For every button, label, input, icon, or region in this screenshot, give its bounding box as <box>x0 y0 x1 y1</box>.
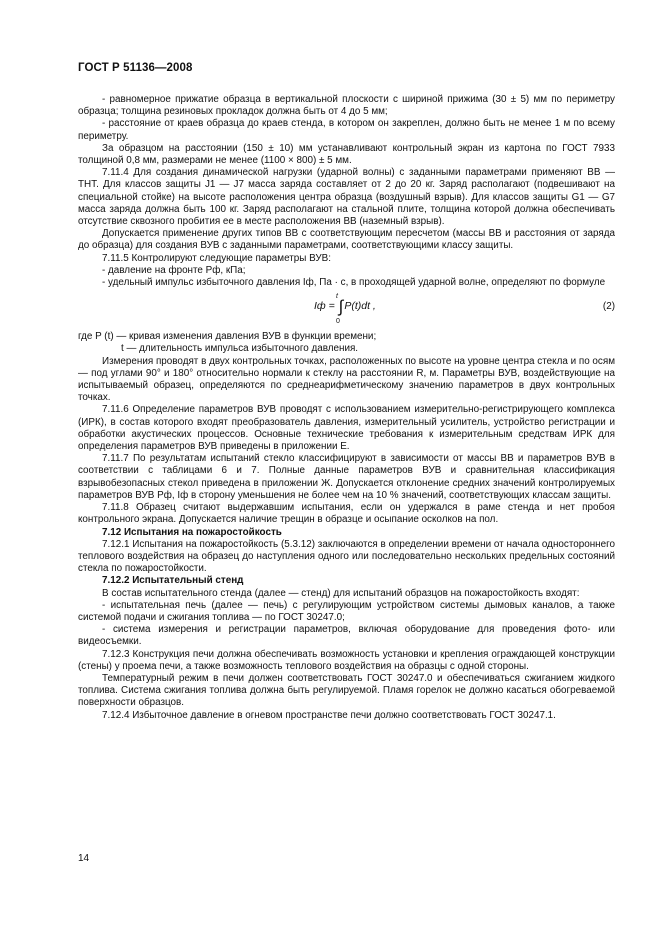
paragraph: 7.12.1 Испытания на пожаростойкость (5.3.12) заключаются в определении времени от начала одностороннего теплового воздействия на образец до наступления одного или последовательно нескольких предельных состояний стекла по пожаростойкости. <box>78 538 615 575</box>
paragraph: - удельный импульс избыточного давления Iф, Па · с, в проходящей ударной волне, определяют по формуле <box>102 277 606 289</box>
paragraph: где P (t) — кривая изменения давления ВУВ в функции времени; <box>78 331 377 343</box>
formula-rhs: P(t)dt , <box>344 300 376 313</box>
paragraph: В состав испытательного стенда (далее — стенд) для испытаний образцов на пожаростойкость входят: <box>102 587 580 599</box>
paragraph: Допускается применение других типов ВВ с соответствующим пересчетом (массы ВВ и расстояния от заряда до образца) для создания ВУВ с заданными параметрами, соответствующими классу защиты. <box>78 228 615 252</box>
page-number: 14 <box>78 853 90 864</box>
integral-lower-limit: 0 <box>336 318 340 326</box>
formula-expression <box>314 297 376 317</box>
document-body <box>78 94 615 722</box>
integral-upper-limit: t <box>336 293 338 301</box>
paragraph: - система измерения и регистрации параметров, включая оборудование для проведения фото- или видеосъемки. <box>78 624 615 648</box>
paragraph: 7.11.8 Образец считают выдержавшим испытания, если он удержался в раме стенда и нет пробоя контрольного экрана. Допускается наличие трещин в образце и осыпание осколков на пол. <box>78 502 615 526</box>
subsection-heading: 7.12.2 Испытательный стенд <box>102 575 244 587</box>
formula-2 <box>78 291 615 327</box>
paragraph: 7.12.4 Избыточное давление в огневом пространстве печи должно соответствовать ГОСТ 30247.1. <box>102 709 556 721</box>
paragraph: Измерения проводят в двух контрольных точках, расположенных по высоте на уровне центра стекла и по осям — под углами 90° и 180° относительно нормали к стеклу на расстоянии R, м. Параметры ВУВ, воздействующие на испытываемый образец, определяются по среднеарифметическому значению параметров в двух контрольных точках. <box>78 355 615 404</box>
integral-sign: ∫ <box>338 297 344 317</box>
formula-number: (2) <box>602 301 615 313</box>
paragraph: - равномерное прижатие образца в вертикальной плоскости с шириной прижима (30 ± 5) мм по периметру образца; толщина резиновых прокладок должна быть от 4 до 5 мм; <box>78 94 615 118</box>
paragraph: 7.11.6 Определение параметров ВУВ проводят с использованием измерительно-регистрирующего комплекса (ИРК), в состав которого входят преобразователь давления, измерительный усилитель, устройство регистрации и обработки акустических процессов. Основные технические требования к измерительным средствам ИРК для определения параметров ВУВ приведены в приложении Е. <box>78 404 615 453</box>
paragraph: t — длительность импульса избыточного давления. <box>121 343 359 355</box>
section-heading: 7.12 Испытания на пожаростойкость <box>102 526 282 538</box>
paragraph: 7.11.7 По результатам испытаний стекло классифицируют в зависимости от массы ВВ и параметров ВУВ в соответствии с таблицами 6 и 7. Полные данные параметров ВУВ и сравнительная классификация взрывобезопасных стекол приведена в приложении Ж. Допускается отклонение средних значений контролируемых параметров ВУВ Pф, Iф в сторону уменьшения не более чем на 10 % значений, соответствующих классам защиты. <box>78 453 615 501</box>
paragraph: 7.11.4 Для создания динамической нагрузки (ударной волны) с заданными параметрами применяют ВВ — ТНТ. Для классов защиты J1 — J7 масса заряда составляет от 2 до 20 кг. Заряд располагают (подвешивают на специальной стойке) на высоте расположения центра образца (воздушный взрыв). Для классов защиты G1 — G7 масса заряда должна быть 100 кг. Заряд располагают на стальной плите, толщина которой должна обеспечивать отсутствие сквозного пробития ее в месте расположения ВВ (наземный взрыв). <box>78 167 615 228</box>
paragraph: За образцом на расстоянии (150 ± 10) мм устанавливают контрольный экран из картона по ГОСТ 7933 толщиной 0,8 мм, размерами не менее (1100 × 800) ± 5 мм. <box>78 142 615 167</box>
paragraph: 7.12.3 Конструкция печи должна обеспечивать возможность установки и крепления ограждающей конструкции (стены) у проема печи, а также возможность теплового воздействия на образцы с одной стороны. <box>78 648 615 672</box>
paragraph: Температурный режим в печи должен соответствовать ГОСТ 30247.0 и обеспечиваться сжиганием жидкого топлива. Система сжигания топлива должна быть регулируемой. Пламя горелок не должно касаться обогреваемой поверхности образцов. <box>78 672 615 709</box>
paragraph: - давление на фронте Pф, кПа; <box>102 264 246 276</box>
formula-lhs: Iф = <box>314 300 338 313</box>
document-header: ГОСТ Р 51136—2008 <box>78 62 193 74</box>
paragraph: - испытательная печь (далее — печь) с регулирующим устройством системы дымовых каналов, а также системой подачи и сжигания топлива — по ГОСТ 30247.0; <box>78 599 615 623</box>
paragraph: 7.11.5 Контролируют следующие параметры ВУВ: <box>102 252 331 264</box>
paragraph: - расстояние от краев образца до краев стенда, в котором он закреплен, должно быть не менее 1 м по всему периметру. <box>78 118 615 142</box>
